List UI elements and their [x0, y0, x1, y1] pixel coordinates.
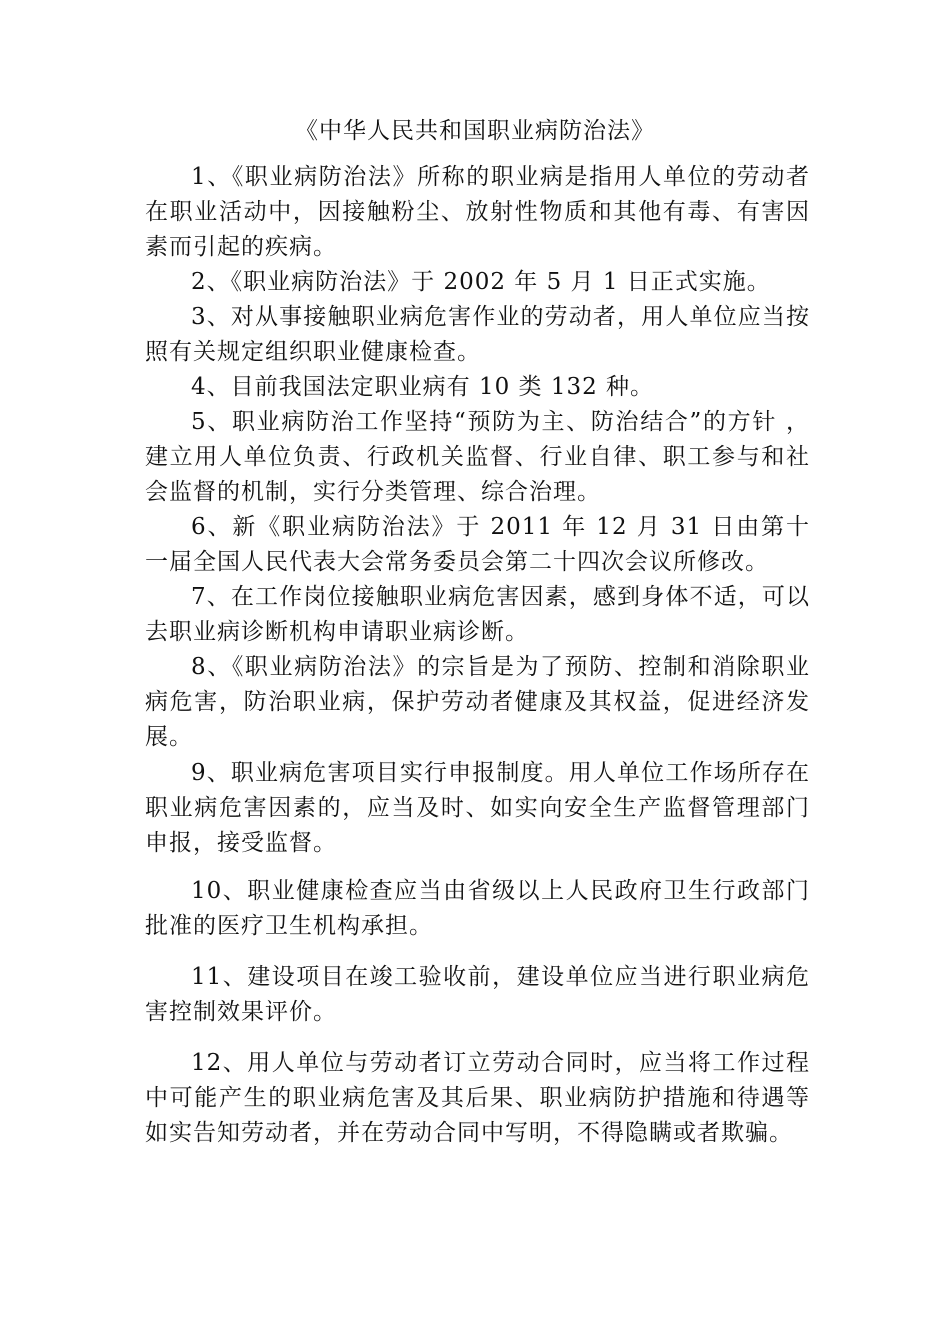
- document-title: 《中华人民共和国职业病防治法》: [295, 118, 655, 144]
- item-7: 7、在工作岗位接触职业病危害因素，感到身体不适，可以去职业病诊断机构申请职业病诊断。: [145, 584, 810, 645]
- item-10: 10、职业健康检查应当由省级以上人民政府卫生行政部门批准的医疗卫生机构承担。: [145, 878, 810, 939]
- item-1: 1、《职业病防治法》所称的职业病是指用人单位的劳动者在职业活动中，因接触粉尘、放射性物质和其他有毒、有害因素而引起的疾病。: [145, 164, 810, 260]
- item-4: 4、目前我国法定职业病有 10 类 132 种。: [191, 374, 655, 400]
- item-2: 2、《职业病防治法》于 2002 年 5 月 1 日正式实施。: [191, 269, 771, 295]
- item-8: 8、《职业病防治法》的宗旨是为了预防、控制和消除职业病危害，防治职业病，保护劳动者健康及其权益，促进经济发展。: [145, 654, 810, 750]
- item-11: 11、建设项目在竣工验收前，建设单位应当进行职业病危害控制效果评价。: [145, 964, 810, 1025]
- item-5: 5、职业病防治工作坚持“预防为主、防治结合”的方针 ，建立用人单位负责、行政机关监督、行业自律、职工参与和社会监督的机制，实行分类管理、综合治理。: [145, 409, 810, 505]
- item-6: 6、新《职业病防治法》于 2011 年 12 月 31 日由第十一届全国人民代表大会常务委员会第二十四次会议所修改。: [145, 514, 810, 575]
- item-9: 9、职业病危害项目实行申报制度。用人单位工作场所存在职业病危害因素的，应当及时、如实向安全生产监督管理部门申报，接受监督。: [145, 760, 810, 856]
- item-3: 3、对从事接触职业病危害作业的劳动者，用人单位应当按照有关规定组织职业健康检查。: [145, 304, 810, 365]
- item-12: 12、用人单位与劳动者订立劳动合同时，应当将工作过程中可能产生的职业病危害及其后果、职业病防护措施和待遇等如实告知劳动者，并在劳动合同中写明，不得隐瞒或者欺骗。: [145, 1050, 810, 1146]
